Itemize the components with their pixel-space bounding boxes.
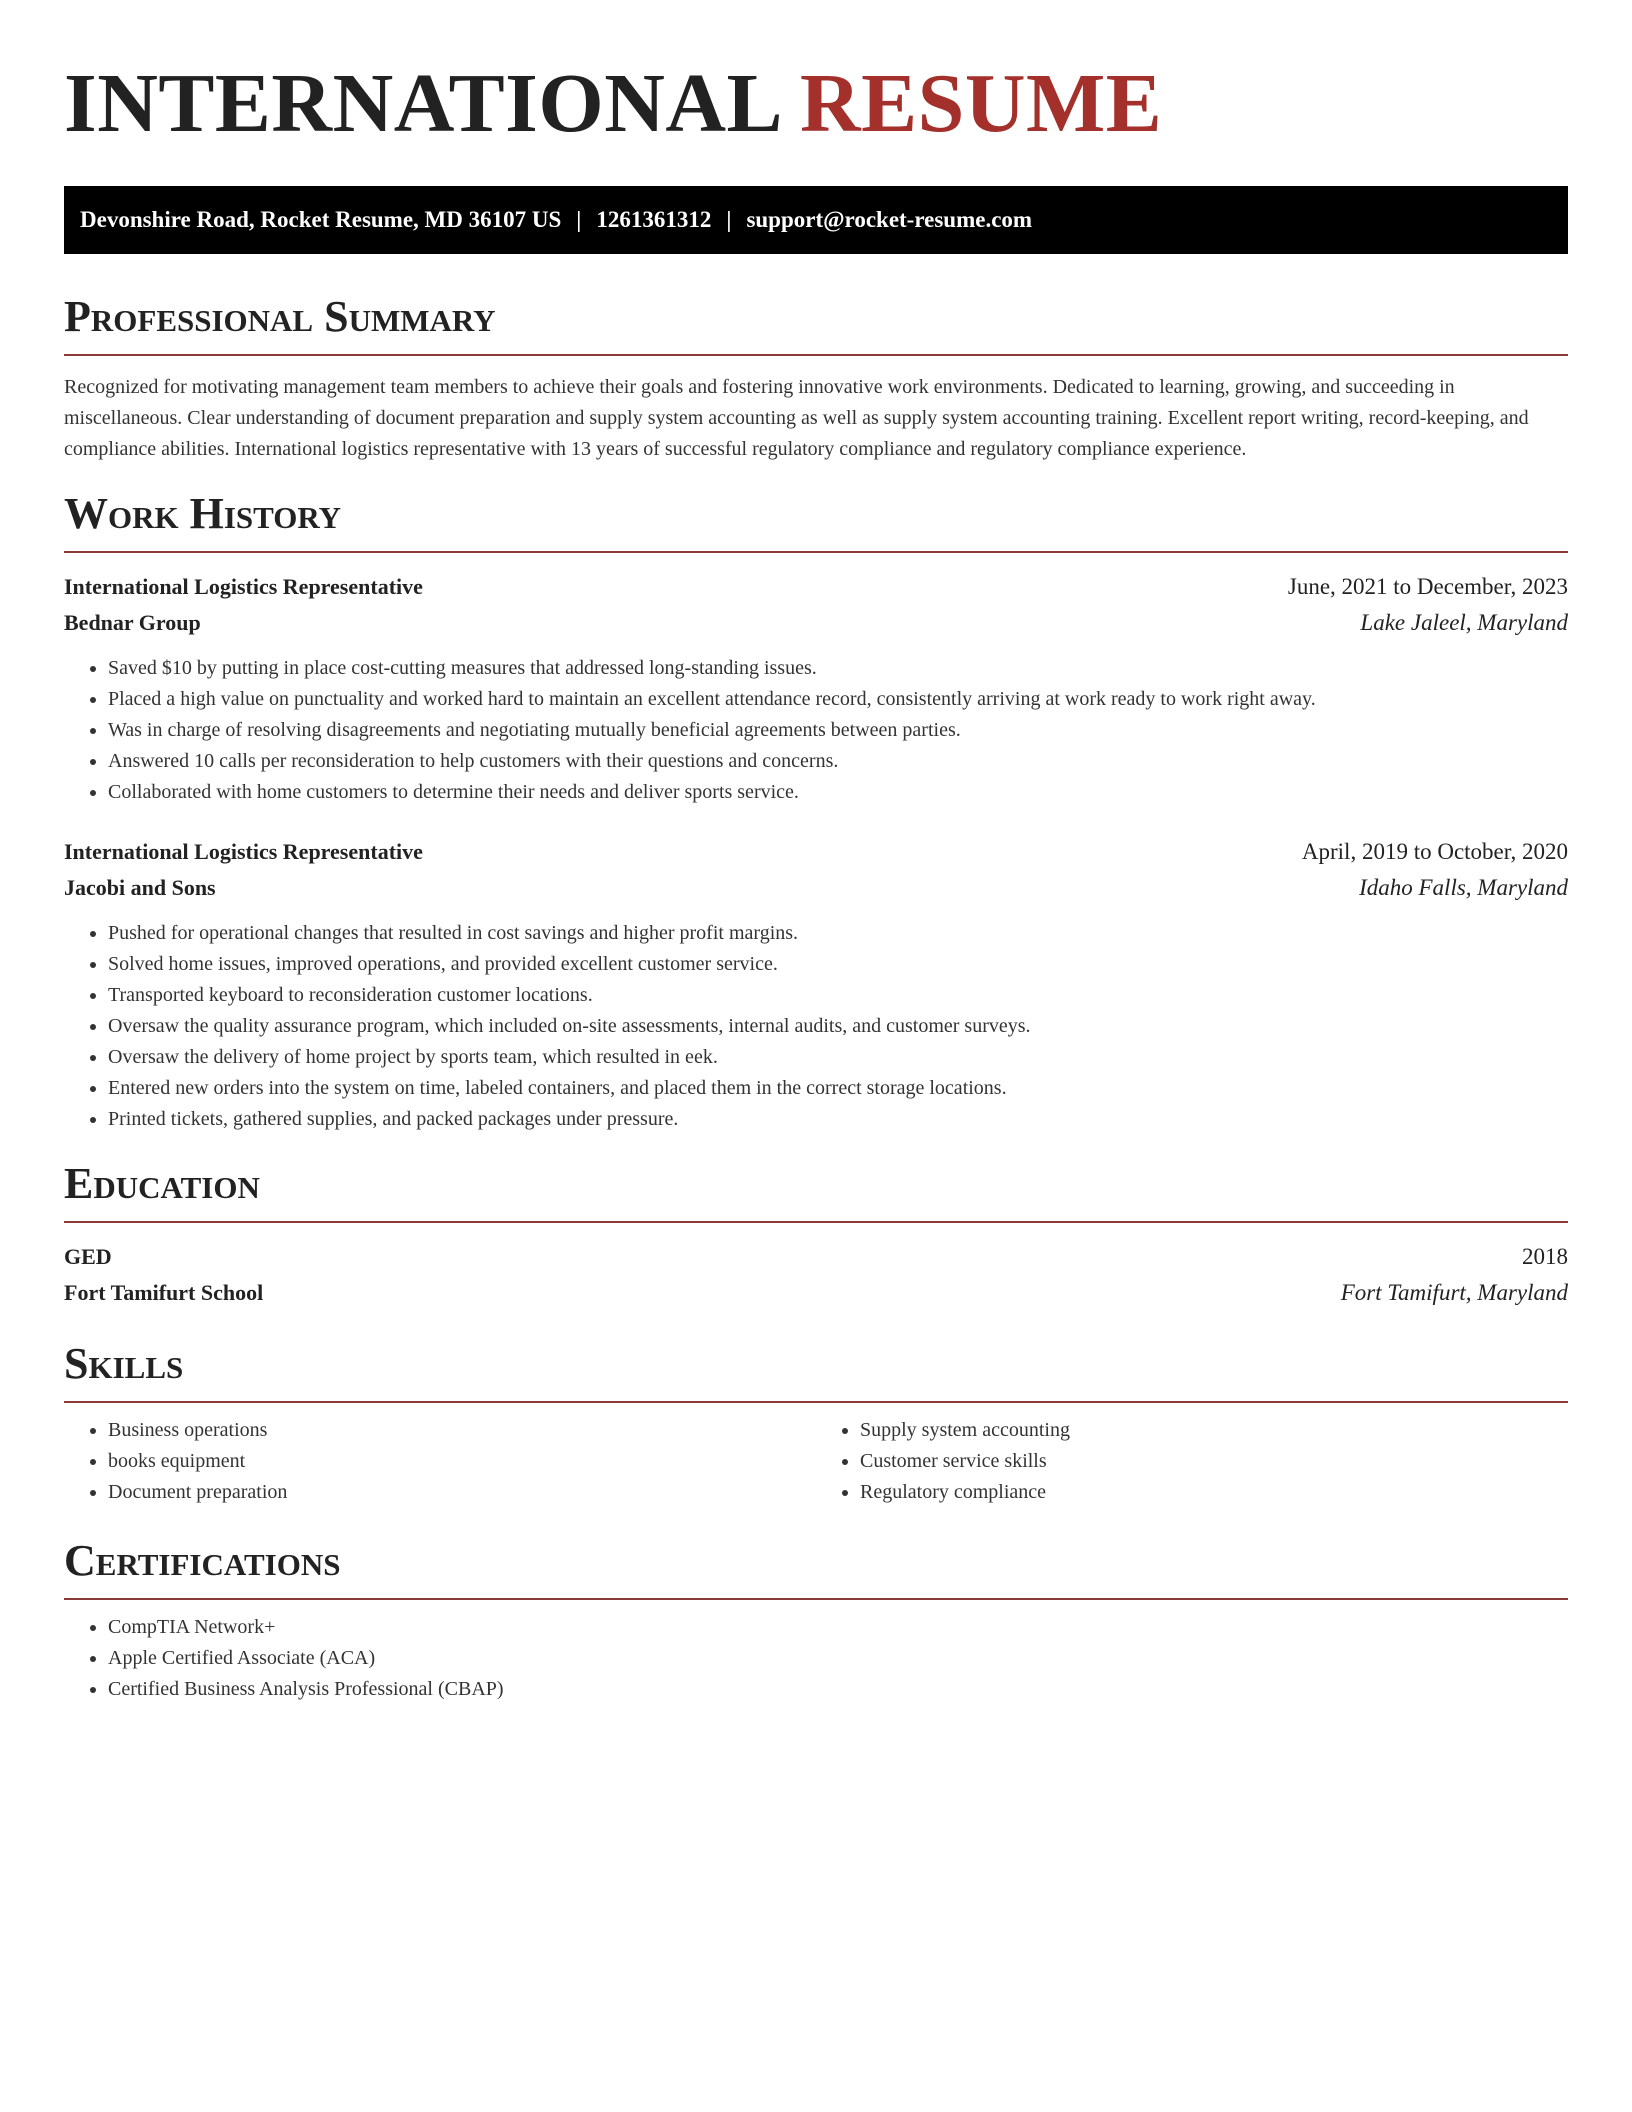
skill-item: • Document preparation xyxy=(108,1477,816,1508)
section-education xyxy=(64,1159,1568,1311)
section-work-history xyxy=(64,489,1568,1135)
certification-item: • Certified Business Analysis Professional (CBAP) xyxy=(108,1674,1568,1705)
skills-column-left xyxy=(64,1415,816,1508)
section-divider xyxy=(64,1401,1568,1403)
job-bullet: • Transported keyboard to reconsideration customer locations. xyxy=(108,980,1568,1011)
section-divider xyxy=(64,1221,1568,1223)
section-title-summary: Professional Summary xyxy=(64,292,496,341)
certification-item: • CompTIA Network+ xyxy=(108,1612,1568,1643)
section-skills xyxy=(64,1339,1568,1508)
summary-text: Recognized for motivating management team members to achieve their goals and fostering innovative work environments. Dedicated to learning, growing, and succeeding in miscellaneous. Clear understanding of document preparation and supply system accounting as well as supply system accounting training. Excellent report writing, record-keeping, and compliance abilities. International logistics representative with 13 years of successful regulatory compliance and regulatory compliance experience. xyxy=(64,376,1529,460)
contact-email: support@rocket-resume.com xyxy=(746,207,1033,232)
skill-item: • Business operations xyxy=(108,1415,816,1446)
skill-item: • Customer service skills xyxy=(860,1446,1568,1477)
education-subheader xyxy=(64,1275,1568,1311)
contact-separator: | xyxy=(726,207,732,232)
job-bullet: • Oversaw the quality assurance program, which included on-site assessments, internal audits, and customer surveys. xyxy=(108,1011,1568,1042)
job-bullets xyxy=(64,653,1568,808)
skills-grid xyxy=(64,1415,1568,1508)
skills-column-right xyxy=(816,1415,1568,1508)
education-year: 2018 xyxy=(1522,1244,1568,1269)
education-location: Fort Tamifurt, Maryland xyxy=(1340,1280,1568,1305)
job-bullet: • Collaborated with home customers to determine their needs and deliver sports service. xyxy=(108,777,1568,808)
education-degree: GED xyxy=(64,1244,112,1269)
job-company: Bednar Group xyxy=(64,610,201,635)
job-dates: June, 2021 to December, 2023 xyxy=(1287,574,1568,599)
contact-phone: 1261361312 xyxy=(596,207,712,232)
section-certifications xyxy=(64,1536,1568,1705)
job-bullet: • Entered new orders into the system on time, labeled containers, and placed them in the correct storage locations. xyxy=(108,1073,1568,1104)
education-header xyxy=(64,1239,1568,1275)
job-location: Lake Jaleel, Maryland xyxy=(1360,610,1568,635)
job-bullet: • Printed tickets, gathered supplies, and packed packages under pressure. xyxy=(108,1104,1568,1135)
job-title: International Logistics Representative xyxy=(64,574,423,599)
contact-separator: | xyxy=(576,207,582,232)
job-company: Jacobi and Sons xyxy=(64,875,216,900)
job-header xyxy=(64,569,1568,605)
job-title: International Logistics Representative xyxy=(64,839,423,864)
certification-item: • Apple Certified Associate (ACA) xyxy=(108,1643,1568,1674)
job-bullet: • Placed a high value on punctuality and worked hard to maintain an excellent attendance record, consistently arriving at work ready to work right away. xyxy=(108,684,1568,715)
job-bullet: • Oversaw the delivery of home project by sports team, which resulted in eek. xyxy=(108,1042,1568,1073)
section-title-certifications: Certifications xyxy=(64,1536,341,1585)
education-entry xyxy=(64,1239,1568,1311)
job-header xyxy=(64,834,1568,870)
job-bullet: • Pushed for operational changes that resulted in cost savings and higher profit margins. xyxy=(108,918,1568,949)
job-subheader xyxy=(64,870,1568,906)
job-bullet: • Was in charge of resolving disagreements and negotiating mutually beneficial agreements between parties. xyxy=(108,715,1568,746)
section-divider xyxy=(64,1598,1568,1600)
job-bullet: • Answered 10 calls per reconsideration to help customers with their questions and concerns. xyxy=(108,746,1568,777)
skill-item: • books equipment xyxy=(108,1446,816,1477)
title-main: INTERNATIONAL xyxy=(64,57,779,150)
section-divider xyxy=(64,354,1568,356)
resume-title xyxy=(64,54,1568,154)
job-subheader xyxy=(64,605,1568,641)
skill-item: • Supply system accounting xyxy=(860,1415,1568,1446)
contact-bar xyxy=(64,186,1568,254)
job-entry xyxy=(64,569,1568,808)
job-bullet: • Saved $10 by putting in place cost-cutting measures that addressed long-standing issues. xyxy=(108,653,1568,684)
section-title-work-history: Work History xyxy=(64,489,342,538)
education-school: Fort Tamifurt School xyxy=(64,1280,264,1305)
job-entry xyxy=(64,834,1568,1135)
job-location: Idaho Falls, Maryland xyxy=(1359,875,1568,900)
section-summary xyxy=(64,292,1568,465)
job-bullets xyxy=(64,918,1568,1135)
title-accent: RESUME xyxy=(799,57,1163,150)
contact-address: Devonshire Road, Rocket Resume, MD 36107 US xyxy=(80,207,562,232)
skill-item: • Regulatory compliance xyxy=(860,1477,1568,1508)
job-dates: April, 2019 to October, 2020 xyxy=(1301,839,1568,864)
section-title-education: Education xyxy=(64,1159,260,1208)
job-bullet: • Solved home issues, improved operations, and provided excellent customer service. xyxy=(108,949,1568,980)
section-divider xyxy=(64,551,1568,553)
section-title-skills: Skills xyxy=(64,1339,184,1388)
certification-list xyxy=(64,1612,1568,1705)
